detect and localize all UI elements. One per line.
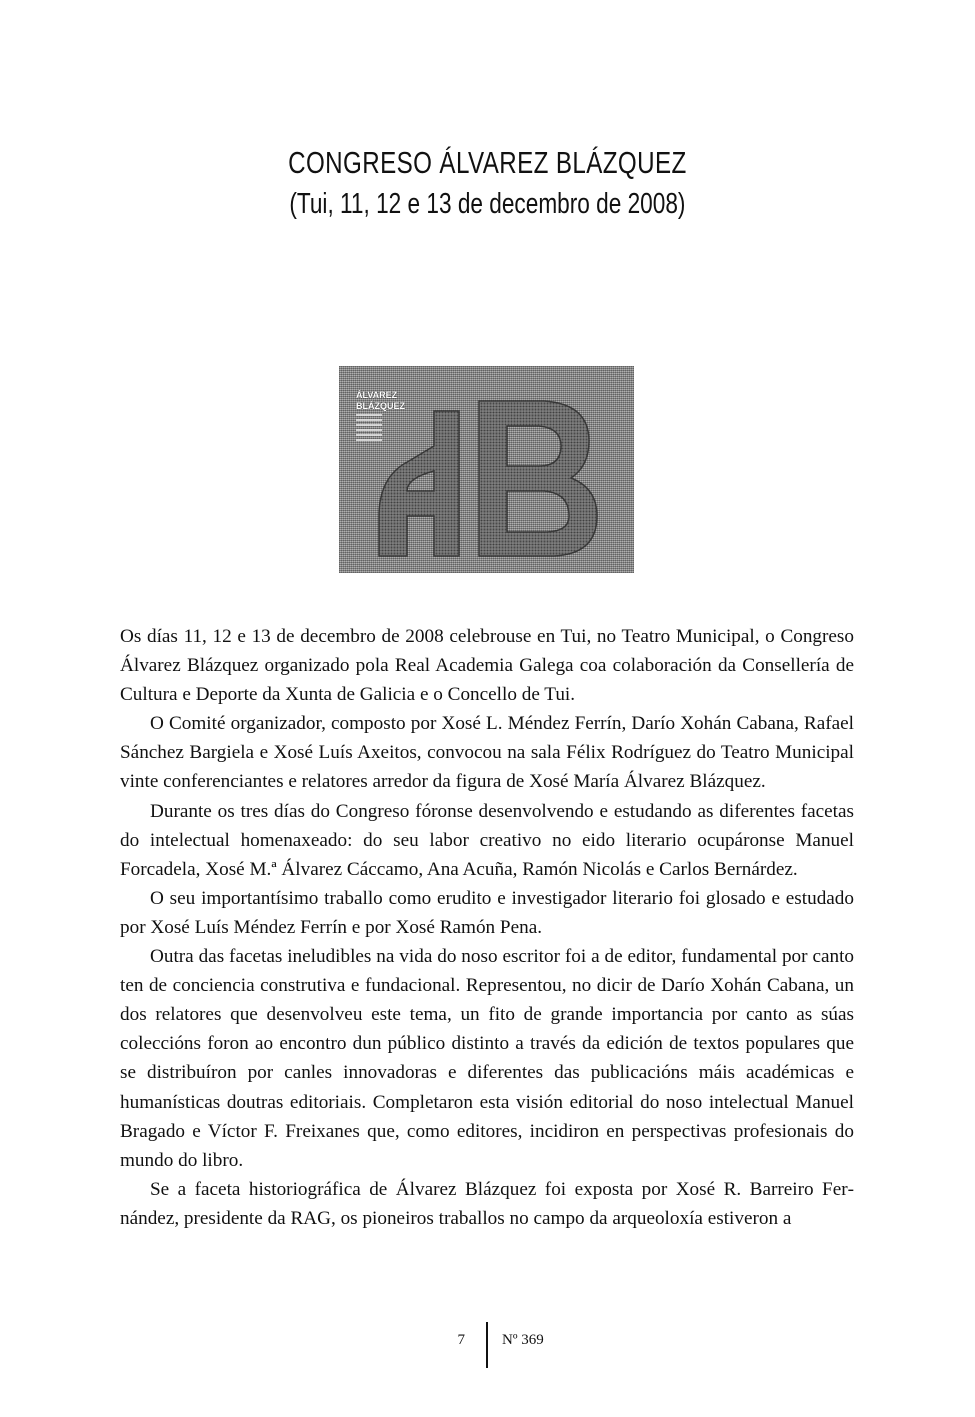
poster-label-line2: BLÁZQUEZ [356,401,405,411]
paragraph: O seu importantísimo traballo como erudito e investigador literario foi glosado e estudado por Xosé Luís Méndez Ferrín e por Xosé Ramón Pena. [120,887,854,938]
article-body [120,622,854,1233]
page-title: CONGRESO ÁLVAREZ BLÁZQUEZ [288,145,687,180]
page-number: 7 [457,1332,465,1348]
page-subtitle: (Tui, 11, 12 e 13 de decembro de 2008) [289,188,686,220]
footer-divider [486,1322,488,1368]
paragraph: Os días 11, 12 e 13 de decembro de 2008 celebrouse en Tui, no Teatro Municipal, o Congreso Álvarez Blázquez organizado pola Real Academia Galega coa colaboración da Consellería de Cultura e Deporte da Xunta de Galicia e o Concello de Tui. [120,626,854,706]
issue-number: Nº 369 [502,1332,544,1348]
poster-label-line1: ÁLVAREZ [356,390,398,400]
poster-small-text-lines [356,414,382,444]
paragraph: Durante os tres días do Congreso fóronse desenvolvendo e estudando as diferentes facetas do intelectual homenaxeado: do seu labor creativo no eido literario ocupáronse Manuel Forcadela, Xosé M.ª Álvarez Cáccamo, Ana Acuña, Ramón Nicolás e Carlos Bernárdez. [120,800,854,880]
paragraph: Outra das facetas ineludibles na vida do noso escritor foi a de editor, fundamental por canto ten de conciencia construtiva e fundacional. Representou, no dicir de Darío Xohán Cabana, un dos relatores que desenvolveu este tema, un fito de grande importancia por canto as súas coleccións foron ao encontro dun público distinto a través da edición de textos populares que se distribuíron por canles innovadoras e diferentes das publicacións máis académicas e humanísticas doutras editoriais. Completaron esta visión editorial do noso intelectual Manuel Bragado e Víctor F. Freixanes que, como editores, incidiron en perspectivas profesionais do mundo do libro. [120,946,854,1171]
paragraph: Se a faceta historiográfica de Álvarez Blázquez foi exposta por Xosé R. Barreiro Fernández, presidente da RAG, os pioneiros traballos no campo da arqueoloxía estiveron a [120,1178,854,1229]
congress-poster-image [339,366,634,573]
page-footer [0,1322,975,1368]
paragraph: O Comité organizador, composto por Xosé L. Méndez Ferrín, Darío Xohán Cabana, Rafael Sánchez Bargiela e Xosé Luís Axeitos, convocou na sala Félix Rodríguez do Teatro Municipal vinte conferenciantes e relatores arredor da figura de Xosé María Álvarez Blázquez. [120,713,854,793]
